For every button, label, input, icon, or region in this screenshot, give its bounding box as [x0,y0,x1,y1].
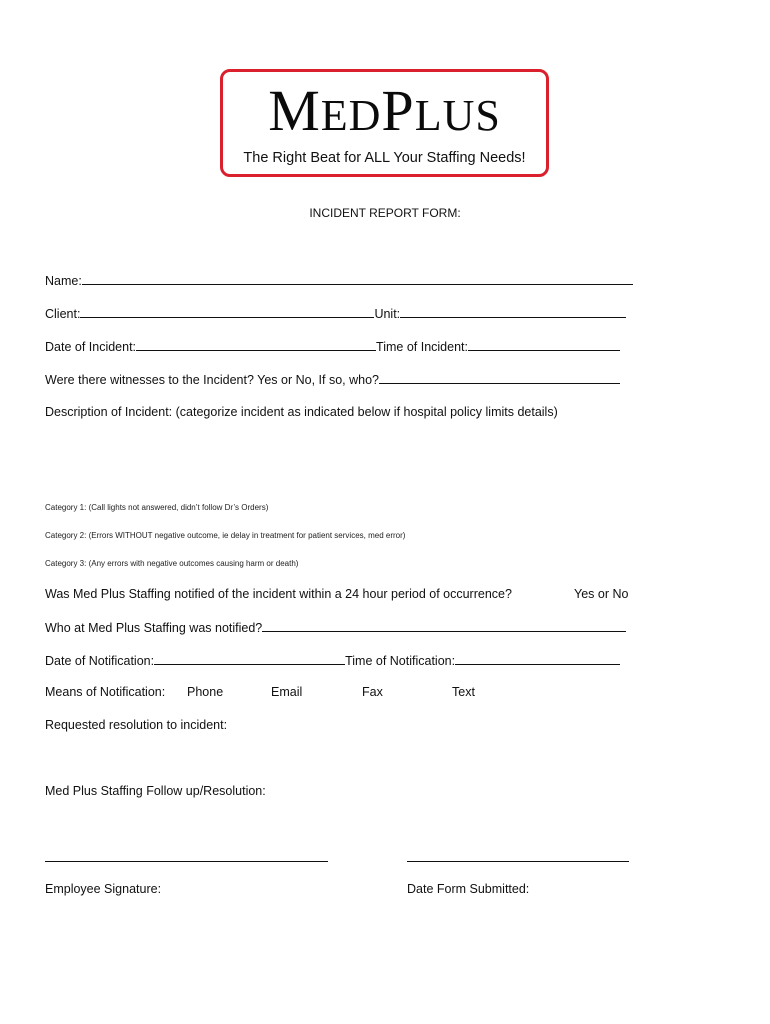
means-option-email[interactable]: Email [271,685,303,699]
name-row [45,273,633,288]
means-option-fax[interactable]: Fax [362,685,383,699]
name-field[interactable] [82,273,633,285]
time-notification-field[interactable] [455,653,620,665]
unit-field[interactable] [400,306,626,318]
date-notification-label: Date of Notification: [45,654,155,668]
witnesses-field[interactable] [379,372,620,384]
client-field[interactable] [80,306,374,318]
form-title: INCIDENT REPORT FORM: [309,206,461,220]
employee-signature-label: Employee Signature: [45,882,162,896]
notified-question: Was Med Plus Staffing notified of the incident within a 24 hour period of occurrence? [45,587,512,601]
category-2: Category 2: (Errors WITHOUT negative outcome, ie delay in treatment for patient services, med error) [45,531,406,540]
who-notified-row [45,620,626,635]
description-label: Description of Incident: (categorize incident as indicated below if hospital policy limits details) [45,405,558,419]
date-incident-field[interactable] [136,339,376,351]
means-option-phone[interactable]: Phone [187,685,224,699]
who-notified-field[interactable] [262,620,626,632]
time-notification-label: Time of Notification: [345,654,456,668]
notification-datetime-row [45,653,620,668]
employee-signature-line[interactable] [45,861,328,862]
means-label: Means of Notification: [45,685,166,699]
means-option-text[interactable]: Text [452,685,475,699]
medplus-logo [220,69,549,177]
name-label: Name: [45,274,82,288]
date-notification-field[interactable] [154,653,345,665]
date-submitted-label: Date Form Submitted: [407,882,530,896]
witnesses-row [45,372,620,387]
date-incident-label: Date of Incident: [45,340,137,354]
category-1: Category 1: (Call lights not answered, didn’t follow Dr’s Orders) [45,503,269,512]
followup-label: Med Plus Staffing Follow up/Resolution: [45,784,266,798]
category-3: Category 3: (Any errors with negative outcomes causing harm or death) [45,559,299,568]
client-label: Client: [45,307,81,321]
incident-datetime-row [45,339,620,354]
who-notified-label: Who at Med Plus Staffing was notified? [45,621,263,635]
logo-wordmark: MEDPLUS [268,78,501,143]
date-submitted-line[interactable] [407,861,629,862]
requested-resolution-label: Requested resolution to incident: [45,718,228,732]
witnesses-label: Were there witnesses to the Incident? Yes or No, If so, who? [45,373,379,387]
notified-answer[interactable]: Yes or No [574,587,629,601]
client-unit-row [45,306,626,321]
logo-tagline: The Right Beat for ALL Your Staffing Needs! [243,150,526,166]
unit-label: Unit: [374,307,401,321]
time-incident-label: Time of Incident: [376,340,468,354]
time-incident-field[interactable] [468,339,620,351]
